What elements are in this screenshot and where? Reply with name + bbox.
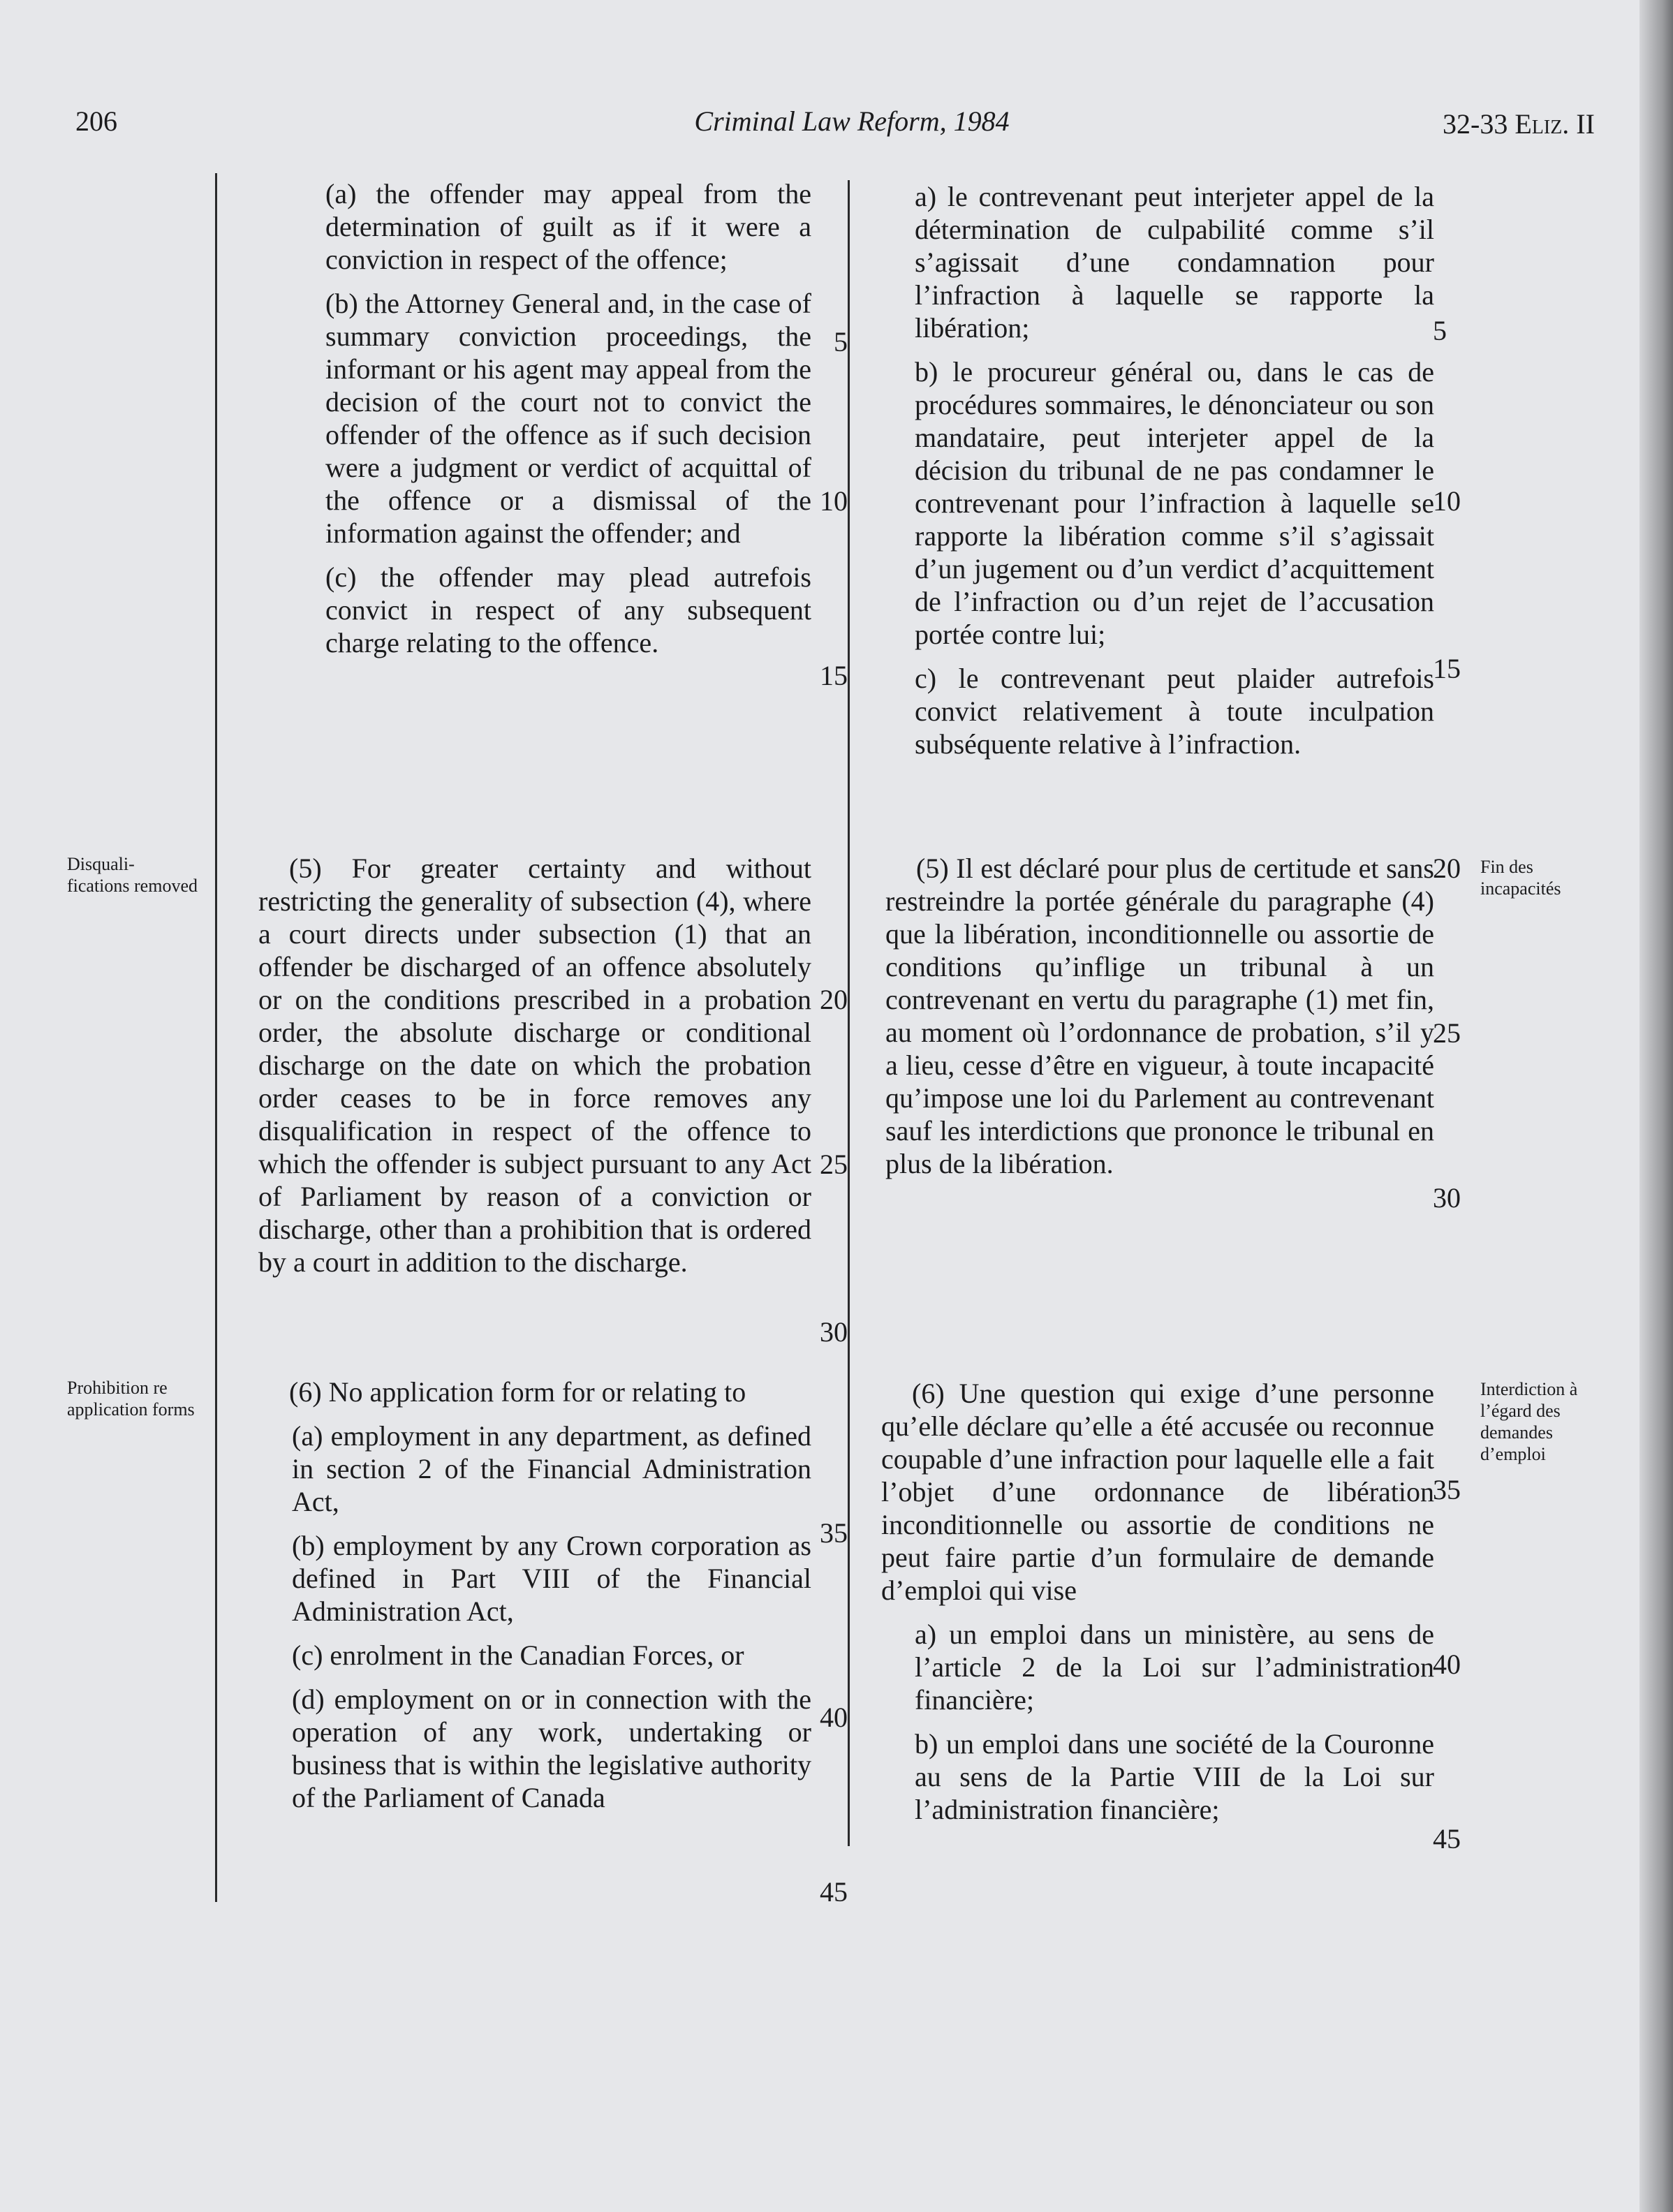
line-number: 5 bbox=[834, 326, 848, 357]
line-number: 20 bbox=[1433, 853, 1461, 884]
french-subsection-5-text: (5) Il est déclaré pour plus de certitude et sans restreindre la portée générale du paragraphe (4) que la libération, inconditionnelle ou assortie de conditions qu’inflige un tribunal à un contrevenant en vertu du paragraphe (1) met fin, au moment où l’ordonnance de probation, s’il y a lieu, cesse d’être en vigueur, à toute incapacité qu’impose une loi du Parlement au contrevenant sauf les interdictions que prononce le tribunal en plus de la libération. bbox=[885, 853, 1434, 1179]
line-number: 10 bbox=[820, 485, 848, 517]
line-number: 35 bbox=[820, 1517, 848, 1549]
page-edge-shadow bbox=[1639, 0, 1673, 2212]
marginal-note-disqualifications: Disquali- fications removed bbox=[67, 854, 198, 896]
french-subsection-6 bbox=[881, 1377, 1434, 1826]
line-number: 45 bbox=[1433, 1823, 1461, 1855]
french-subsection-6-item-b: b) un emploi dans une société de la Couronne au sens de la Partie VIII de la Loi sur l’administration financière; bbox=[915, 1728, 1434, 1825]
margin-rule bbox=[215, 173, 217, 1902]
english-subsection-6 bbox=[258, 1376, 811, 1814]
line-number: 10 bbox=[1433, 485, 1461, 517]
english-paragraphs-a-c bbox=[292, 177, 811, 659]
running-title: Criminal Law Reform, 1984 bbox=[694, 105, 1010, 137]
line-number: 5 bbox=[1433, 315, 1447, 346]
french-paragraph-a: a) le contrevenant peut interjeter appel de la détermination de culpabilité comme s’il s’agissait d’une condamnation pour l’infraction à laquelle se rapporte la libération; bbox=[915, 181, 1434, 344]
line-number: 15 bbox=[1433, 653, 1461, 684]
marginal-note-interdiction: Interdiction à l’égard des demandes d’emploi bbox=[1480, 1379, 1578, 1464]
english-paragraph-a: (a) the offender may appeal from the determination of guilt as if it were a conviction in respect of the offence; bbox=[325, 178, 811, 275]
french-paragraph-b: b) le procureur général ou, dans le cas de procédures sommaires, le dénonciateur ou son mandataire, peut interjeter appel de la décision du tribunal de ne pas condamner le contrevenant pour l’infraction à laquelle se rapporte la libération comme s’il s’agissait d’un jugement ou d’un verdict d’acquittement de l’infraction ou d’un rejet de l’accusation portée contre lui; bbox=[915, 356, 1434, 650]
line-number: 25 bbox=[820, 1149, 848, 1180]
english-subsection-5 bbox=[258, 852, 811, 1278]
marginal-note-prohibition: Prohibition re application forms bbox=[67, 1378, 195, 1420]
regnal-year: 32-33 Eliz. II bbox=[1443, 108, 1595, 140]
french-subsection-5 bbox=[885, 852, 1434, 1180]
line-number: 40 bbox=[1433, 1649, 1461, 1680]
marginal-note-incapacites: Fin des incapacités bbox=[1480, 857, 1561, 899]
line-number: 20 bbox=[820, 984, 848, 1015]
line-number: 30 bbox=[820, 1316, 848, 1348]
english-paragraph-b: (b) the Attorney General and, in the case of summary conviction proceedings, the informant or his agent may appeal from the decision of the court not to convict the offender of the offence as if such decision were a judgment or verdict of acquittal of the offence or a dismissal of the information against the offender; and bbox=[325, 288, 811, 549]
line-number: 30 bbox=[1433, 1182, 1461, 1214]
page-number: 206 bbox=[75, 105, 117, 137]
english-subsection-6-item-d: (d) employment on or in connection with the operation of any work, undertaking or business that is within the legislative authority of the Parliament of Canada bbox=[292, 1683, 811, 1813]
english-subsection-6-item-b: (b) employment by any Crown corporation as defined in Part VIII of the Financial Administration Act, bbox=[292, 1530, 811, 1627]
french-paragraphs-a-c bbox=[915, 180, 1434, 760]
french-subsection-6-item-a: a) un emploi dans un ministère, au sens de l’article 2 de la Loi sur l’administration financière; bbox=[915, 1619, 1434, 1716]
english-subsection-6-intro: (6) No application form for or relating to bbox=[289, 1376, 746, 1408]
english-subsection-5-text: (5) For greater certainty and without restricting the generality of subsection (4), where a court directs under subsection (1) that an offender be discharged of an offence absolutely or on the conditions prescribed in a probation order, the absolute discharge or conditional discharge on the date on which the probation order ceases to be in force removes any disqualification in respect of the offence to which the offender is subject pursuant to any Act of Parliament by reason of a conviction or discharge, other than a prohibition that is ordered by a court in addition to the discharge. bbox=[258, 853, 811, 1278]
line-number: 15 bbox=[820, 660, 848, 691]
line-number: 45 bbox=[820, 1876, 848, 1908]
line-number: 40 bbox=[820, 1702, 848, 1733]
line-number: 35 bbox=[1433, 1474, 1461, 1505]
french-subsection-6-intro: (6) Une question qui exige d’une personne qu’elle déclare qu’elle a été accusée ou reconnue coupable d’une infraction pour laquelle elle a fait l’objet d’une ordonnance de libération inconditionnelle ou assortie de conditions ne peut faire partie d’un formulaire de demande d’emploi qui vise bbox=[881, 1378, 1434, 1606]
column-divider bbox=[848, 180, 850, 1846]
line-number: 25 bbox=[1433, 1017, 1461, 1049]
english-paragraph-c: (c) the offender may plead autrefois convict in respect of any subsequent charge relating to the offence. bbox=[325, 561, 811, 658]
english-subsection-6-item-c: (c) enrolment in the Canadian Forces, or bbox=[292, 1639, 744, 1671]
french-paragraph-c: c) le contrevenant peut plaider autrefois convict relativement à toute inculpation subséquente relative à l’infraction. bbox=[915, 663, 1434, 760]
english-subsection-6-item-a: (a) employment in any department, as defined in section 2 of the Financial Administration Act, bbox=[292, 1420, 811, 1517]
